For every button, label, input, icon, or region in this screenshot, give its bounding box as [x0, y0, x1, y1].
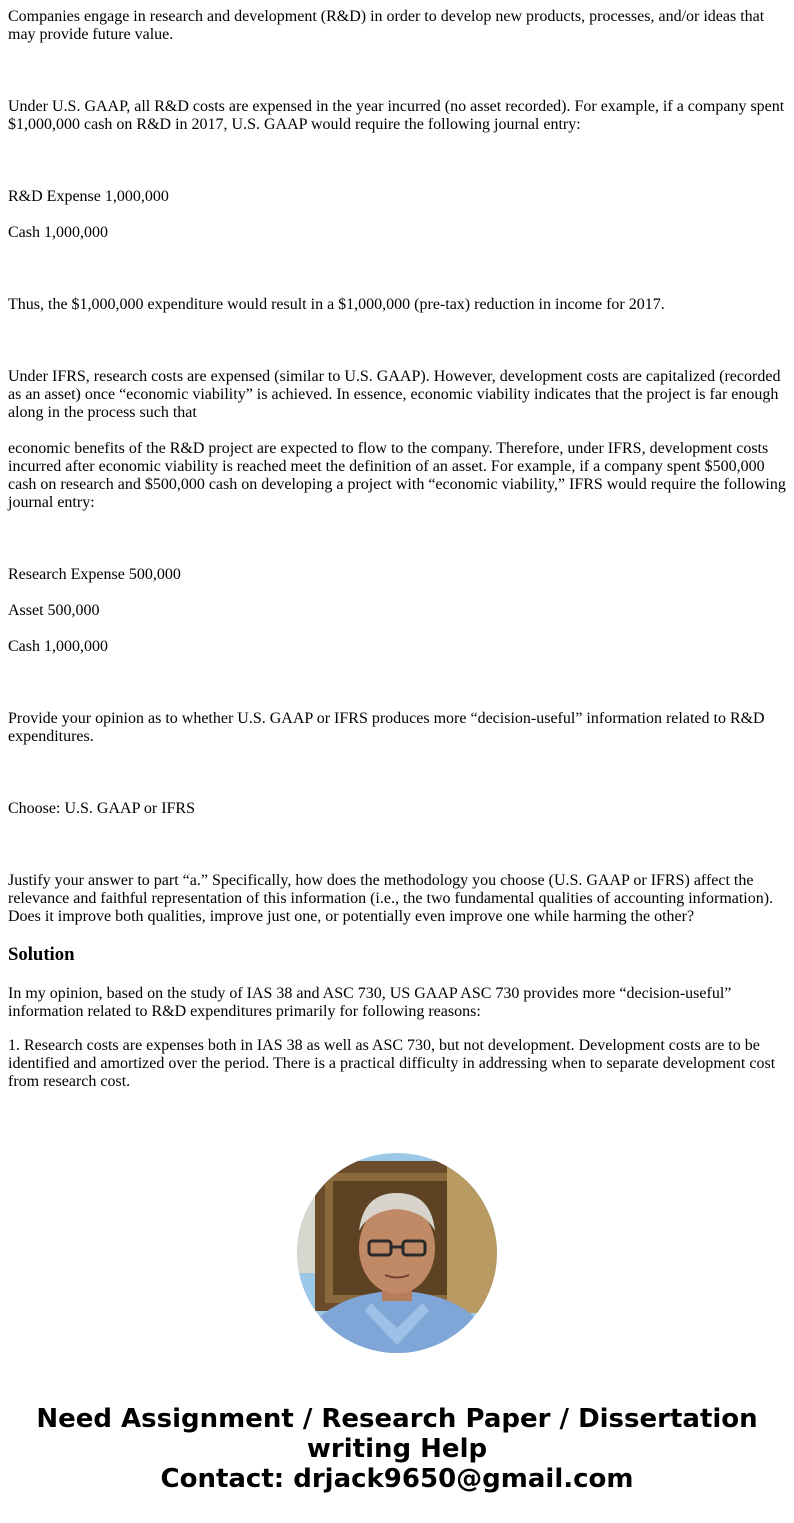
- author-avatar: [297, 1153, 497, 1353]
- journal-entry-line: R&D Expense 1,000,000: [8, 188, 169, 205]
- promo-contact-line: Contact: drjack9650@gmail.com: [160, 1464, 634, 1494]
- ifrs-paragraph: Under IFRS, research costs are expensed (similar to U.S. GAAP). However, development costs are capitalized (recorded as an asset) once “economic viability” is achieved. In essence, economic viability indicates that the project is far enough along in the process such that: [8, 368, 781, 421]
- journal-entry-line: Research Expense 500,000: [8, 566, 181, 583]
- promo-line-2: writing Help: [306, 1434, 488, 1464]
- income-reduction-paragraph: Thus, the $1,000,000 expenditure would result in a $1,000,000 (pre-tax) reduction in income for 2017.: [8, 296, 665, 313]
- ifrs-continued-paragraph: economic benefits of the R&D project are expected to flow to the company. Therefore, under IFRS, development costs incurred after economic viability is reached meet the definition of an asset. For example, if a company spent $500,000 cash on research and $500,000 cash on developing a project with “economic viability,” IFRS would require the following journal entry:: [8, 440, 786, 511]
- journal-entry-line: Cash 1,000,000: [8, 224, 108, 241]
- journal-entry-line: Cash 1,000,000: [8, 638, 108, 655]
- us-gaap-paragraph: Under U.S. GAAP, all R&D costs are expensed in the year incurred (no asset recorded). For example, if a company spent $1,000,000 cash on R&D in 2017, U.S. GAAP would require the following journal entry:: [8, 98, 785, 133]
- portrait-image: [297, 1153, 497, 1353]
- solution-point-1: 1. Research costs are expenses both in IAS 38 as well as ASC 730, but not development. Development costs are to be identified and amortized over the period. There is a practical difficulty in addressing when to separate development cost from research cost.: [8, 1037, 776, 1090]
- solution-heading: Solution: [8, 944, 75, 965]
- intro-paragraph: Companies engage in research and development (R&D) in order to develop new products, processes, and/or ideas that may provide future value.: [8, 8, 765, 43]
- promo-line-1: Need Assignment / Research Paper / Dissertation: [36, 1404, 758, 1434]
- question-part-b: Justify your answer to part “a.” Specifically, how does the methodology you choose (U.S. GAAP or IFRS) affect the relevance and faithful representation of this information (i.e., the two fundamental qualities of accounting information). Does it improve both qualities, improve just one, or potentially even improve one while harming the other?: [8, 872, 774, 925]
- solution-paragraph: In my opinion, based on the study of IAS 38 and ASC 730, US GAAP ASC 730 provides more “decision-useful” information related to R&D expenditures primarily for following reasons:: [8, 985, 732, 1020]
- content-fade-cutoff: [0, 1100, 794, 1124]
- choice-line: Choose: U.S. GAAP or IFRS: [8, 800, 195, 817]
- question-part-a: Provide your opinion as to whether U.S. GAAP or IFRS produces more “decision-useful” information related to R&D expenditures.: [8, 710, 765, 745]
- journal-entry-line: Asset 500,000: [8, 602, 100, 619]
